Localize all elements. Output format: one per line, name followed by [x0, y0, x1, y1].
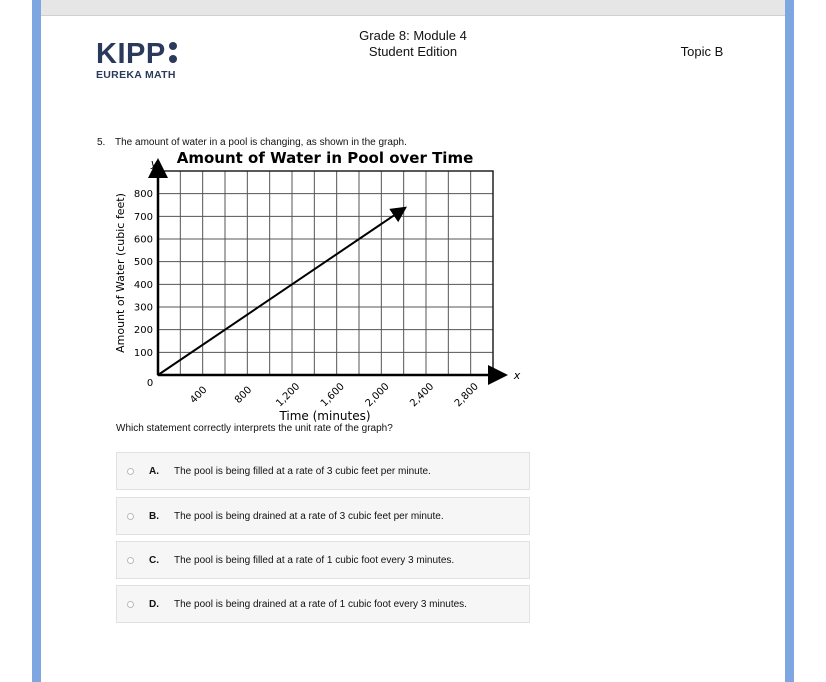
x-axis-label: Time (minutes) [279, 409, 371, 423]
logo-dots-icon [169, 42, 177, 68]
left-frame-border [32, 0, 41, 682]
y-tick-label: 700 [133, 211, 153, 223]
y-tick-label: 500 [133, 257, 153, 269]
y-tick-label: 800 [133, 189, 153, 201]
data-line-water [158, 209, 404, 375]
y-tick-label: 400 [133, 279, 153, 291]
question-prompt: Which statement correctly interprets the unit rate of the graph? [116, 423, 393, 434]
header-center [330, 28, 496, 60]
option-text: The pool is being drained at a rate of 1 cubic foot every 3 minutes. [174, 598, 467, 610]
x-tick-label: 800 [232, 384, 255, 406]
radio-icon[interactable] [127, 601, 134, 608]
x-tick-label: 400 [188, 384, 210, 406]
y-tick-label: 600 [133, 234, 153, 246]
y-tick-label: 100 [133, 347, 153, 359]
question-body: The amount of water in a pool is changing, as shown in the graph. [115, 137, 407, 148]
option-letter: B. [149, 510, 159, 522]
y-axis-letter: y [150, 157, 158, 170]
option-letter: A. [149, 465, 159, 477]
logo-sub-text: EUREKA MATH [96, 69, 176, 81]
plot-frame [158, 171, 493, 375]
x-tick-label: 2,000 [363, 381, 392, 410]
chart-svg [110, 148, 530, 428]
kipp-logo [96, 40, 177, 81]
option-b[interactable] [116, 497, 530, 535]
right-gutter [794, 0, 826, 682]
x-tick-label: 2,400 [408, 381, 437, 410]
chart-title: Amount of Water in Pool over Time [176, 149, 474, 167]
origin-label: 0 [146, 378, 154, 389]
x-tick-label: 2,800 [452, 381, 481, 410]
grade-line: Grade 8: Module 4 [359, 28, 467, 43]
option-text: The pool is being filled at a rate of 3 cubic feet per minute. [174, 465, 431, 477]
question-text [97, 137, 407, 148]
top-bar [41, 0, 785, 16]
radio-icon[interactable] [127, 557, 134, 564]
question-number: 5. [97, 137, 106, 148]
option-text: The pool is being filled at a rate of 1 cubic foot every 3 minutes. [174, 554, 455, 566]
x-tick-label: 1,600 [318, 381, 347, 410]
option-text: The pool is being drained at a rate of 3 cubic feet per minute. [174, 510, 444, 522]
left-gutter [0, 0, 32, 682]
option-c[interactable] [116, 541, 530, 579]
y-tick-label: 300 [133, 302, 153, 314]
x-tick-label: 1,200 [274, 381, 303, 410]
logo-main-text: KIPP [96, 38, 166, 70]
x-axis-letter: x [513, 369, 521, 382]
option-letter: D. [149, 598, 159, 610]
option-letter: C. [149, 554, 159, 566]
y-axis-label: Amount of Water (cubic feet) [114, 193, 127, 353]
radio-icon[interactable] [127, 513, 134, 520]
y-tick-label: 200 [133, 325, 153, 337]
right-frame-border [785, 0, 794, 682]
option-a[interactable] [116, 452, 530, 490]
radio-icon[interactable] [127, 468, 134, 475]
option-d[interactable] [116, 585, 530, 623]
edition-line: Student Edition [368, 44, 458, 59]
topic-label: Topic B [680, 44, 724, 59]
chart [110, 148, 530, 428]
